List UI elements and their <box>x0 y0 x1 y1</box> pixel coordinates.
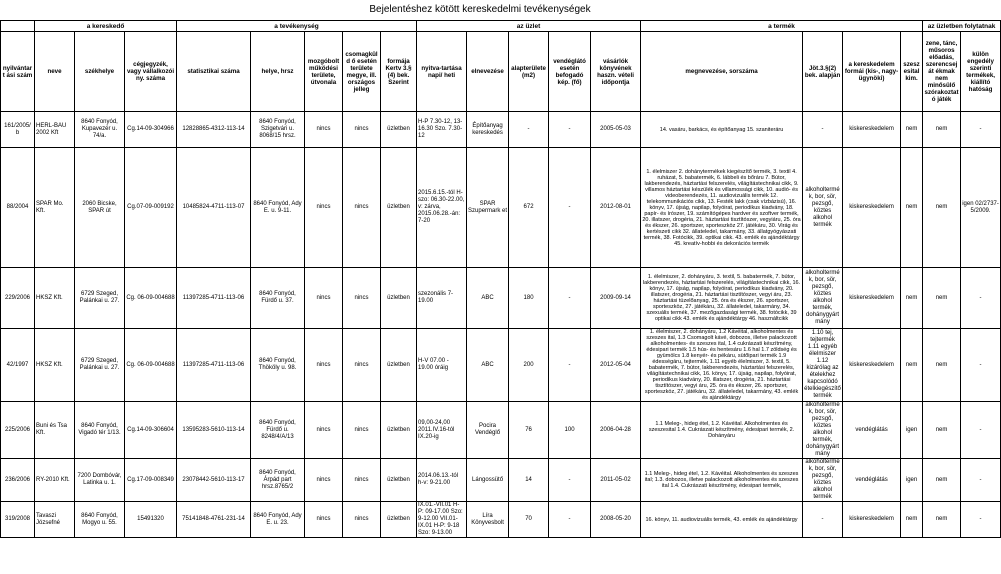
cell-mozgobolt: nincs <box>305 402 343 459</box>
cell-vasarlok: 2005-05-03 <box>591 112 641 148</box>
cell-mozgobolt: nincs <box>305 112 343 148</box>
cell-formai: vendéglátás <box>843 402 901 459</box>
cell-szeszesital: igen <box>901 402 923 459</box>
cell-elnevezese: SPAR Szupermark et <box>467 148 509 268</box>
cell-vasarlok: 2012-05-04 <box>591 329 641 402</box>
table-row <box>1 268 1001 329</box>
cell-zene: nem <box>923 268 961 329</box>
cell-nyilvantartasi: 42/1997 <box>1 329 35 402</box>
cell-helye: 8640 Fonyód, Szigetvári u. 8068/15 hrsz. <box>251 112 305 148</box>
cell-csomagkuld: nincs <box>343 459 381 502</box>
cell-cegjegyzek: Cg.14-09-304966 <box>125 112 177 148</box>
header-cegjegyzek: cégjegyzék, vagy vállalkozói ny. száma <box>125 32 177 112</box>
cell-nyitva: 2015.6.15.-tól H-szo: 06.30-22.00, v: zárva, 2015.06.28.-án: 7-20 <box>417 148 467 268</box>
cell-formaja: üzletben <box>381 402 417 459</box>
cell-vasarlok: 2006-04-28 <box>591 402 641 459</box>
cell-formai: kiskereskedelem <box>843 112 901 148</box>
cell-cegjegyzek: 15491320 <box>125 502 177 538</box>
cell-jot: 1.10 tej, tejtermék 1.11 egyéb élelmiszer 1.12 kizárólag az ételekhez kapcsolódó ételkiegészítő termék <box>803 329 843 402</box>
cell-alapterulete: 672 <box>509 148 549 268</box>
header-formai: a kereskedelem formái (kis-, nagy- ügynöki) <box>843 32 901 112</box>
cell-vendeglato: - <box>549 329 591 402</box>
cell-szeszesital: nem <box>901 502 923 538</box>
table-row <box>1 502 1001 538</box>
cell-neve: Buni és Tsa Kft. <box>35 402 75 459</box>
cell-jot: - <box>803 502 843 538</box>
cell-vasarlok: 2009-09-14 <box>591 268 641 329</box>
cell-csomagkuld: nincs <box>343 268 381 329</box>
group-kereskedo: a kereskedő <box>35 21 177 32</box>
cell-formai: kiskereskedelem <box>843 268 901 329</box>
cell-formaja: üzletben <box>381 329 417 402</box>
cell-elnevezese: ABC <box>467 329 509 402</box>
cell-statisztikai: 75141848-4761-231-14 <box>177 502 251 538</box>
cell-kulon: - <box>961 502 1001 538</box>
cell-statisztikai: 13595283-5610-113-14 <box>177 402 251 459</box>
cell-formaja: üzletben <box>381 502 417 538</box>
cell-jot: alkoholtermék, bor, sör, pezsgő, köztes alkohol termék, dohánygyárt mány <box>803 268 843 329</box>
cell-nyilvantartasi: 229/2006 <box>1 268 35 329</box>
cell-zene: nem <box>923 402 961 459</box>
table-row <box>1 459 1001 502</box>
header-statisztikai: statisztikai száma <box>177 32 251 112</box>
cell-alapterulete: 70 <box>509 502 549 538</box>
cell-kulon: - <box>961 402 1001 459</box>
cell-zene: nem <box>923 112 961 148</box>
cell-vendeglato: - <box>549 112 591 148</box>
cell-megnevezese: 1.1 Meleg-, hideg étel, 1.2. Kávéital. Alkoholmentes és szeszes ital; 1.3. dobozos, illetve palackozott alkoholmentes és szeszes ital 1.4. Cukrászati készítmény, édesipari termék, <box>641 459 803 502</box>
cell-megnevezese: 1. élelmiszer, 2. dohányáru, 3. textil, 5. babatermék, 7. bútor, lakberendezés, háztartási felszerelés, világítástechnikai cikk, 16. könyv, 17. újság, napilap, folyóirat, periodikus kiadvány, 20. illatszer, drogéria, 21. háztartási tisztítószer, vegyi áru, 23. háztartási tüzelőanyag, 25. óra és ékszer, 26. sportszer, sporteszköz, 27. játékáru, 32. állateledel, takarmány, 34. szexuális termék, 37. mezőgazdasági termék, 38. fotócikk, 39 optikai cikk 43. emlék és ajándéktárgy 46. használtcikk <box>641 268 803 329</box>
cell-formaja: üzletben <box>381 268 417 329</box>
header-jot: Jöt.3.§(2) bek. alapján <box>803 32 843 112</box>
cell-szekhelye: 7200 Dombóvár, Latinka u. 1. <box>75 459 125 502</box>
header-mozgobolt: mozgóbolt működési területe, útvonala <box>305 32 343 112</box>
cell-cegjegyzek: Cg.17-09-008349 <box>125 459 177 502</box>
cell-elnevezese: Lángossütő <box>467 459 509 502</box>
cell-vasarlok: 2012-08-01 <box>591 148 641 268</box>
cell-csomagkuld: nincs <box>343 502 381 538</box>
table-row <box>1 402 1001 459</box>
cell-alapterulete: 200 <box>509 329 549 402</box>
table-body <box>1 112 1001 538</box>
header-szeszesital: szeszesital kim. <box>901 32 923 112</box>
cell-neve: HERL-BAU 2002 Kft <box>35 112 75 148</box>
cell-formai: kiskereskedelem <box>843 148 901 268</box>
cell-statisztikai: 11397285-4711-113-06 <box>177 268 251 329</box>
cell-helye: 8640 Fonyód, Árpád part hrsz.8765/2 <box>251 459 305 502</box>
cell-elnevezese: Építőanyag kereskedés <box>467 112 509 148</box>
cell-szeszesital: nem <box>901 148 923 268</box>
cell-szekhelye: 8640 Fonyód, Kupavezér u. 74/a. <box>75 112 125 148</box>
cell-cegjegyzek: Cg.14-09-306604 <box>125 402 177 459</box>
cell-mozgobolt: nincs <box>305 268 343 329</box>
cell-szeszesital: nem <box>901 112 923 148</box>
cell-nyitva: 2014.06.13.-tól h-v: 9-21.00 <box>417 459 467 502</box>
cell-szekhelye: 6729 Szeged, Palánkai u. 27. <box>75 329 125 402</box>
header-vasarlok: vásárlók könyvének haszn. vételi időpontja <box>591 32 641 112</box>
cell-szekhelye: 8640 Fonyód, Mogyo u. 55. <box>75 502 125 538</box>
cell-helye: 8640 Fonyód, Ady E. u. 23. <box>251 502 305 538</box>
table-row <box>1 329 1001 402</box>
group-blank <box>1 21 35 32</box>
cell-formaja: üzletben <box>381 459 417 502</box>
cell-nyilvantartasi: 88/2004 <box>1 148 35 268</box>
header-nyilvantartasi: nyilvántart ási szám <box>1 32 35 112</box>
group-folytatnak: az üzletben folytatnak <box>923 21 1001 32</box>
cell-jot: alkoholtermék, bor, sör, pezsgő, köztes alkohol termék, dohánygyárt mány <box>803 402 843 459</box>
cell-alapterulete: 76 <box>509 402 549 459</box>
cell-mozgobolt: nincs <box>305 148 343 268</box>
cell-szekhelye: 2060 Bicske, SPAR út <box>75 148 125 268</box>
header-helye: helye, hrsz <box>251 32 305 112</box>
cell-zene: nem <box>923 329 961 402</box>
cell-elnevezese: Líra Könyvesbolt <box>467 502 509 538</box>
cell-statisztikai: 11397285-4711-113-06 <box>177 329 251 402</box>
cell-kulon: - <box>961 268 1001 329</box>
cell-nyitva: 09,00-24,00 2011.IV.16-tól IX.20-ig <box>417 402 467 459</box>
header-nyitva: nyitva-tartása napi/ heti <box>417 32 467 112</box>
cell-szekhelye: 6729 Szeged, Palánkai u. 27. <box>75 268 125 329</box>
cell-csomagkuld: nincs <box>343 148 381 268</box>
cell-helye: 8640 Fonyód, Fürdő u. 37. <box>251 268 305 329</box>
cell-nyilvantartasi: 161/2005/ b <box>1 112 35 148</box>
cell-kulon: - <box>961 112 1001 148</box>
cell-mozgobolt: nincs <box>305 459 343 502</box>
header-vendeglato: vendéglátó esetén befogadó kép. (fő) <box>549 32 591 112</box>
cell-csomagkuld: nincs <box>343 329 381 402</box>
cell-vasarlok: 2011-05-02 <box>591 459 641 502</box>
group-uzlet: az üzlet <box>417 21 641 32</box>
cell-megnevezese: 16. könyv, 11. audiovizuális termék, 43. emlék és ajándéktárgy <box>641 502 803 538</box>
cell-helye: 8640 Fonyód, Ady E. u. 9-11. <box>251 148 305 268</box>
cell-nyitva: H-P 7.30-12, 13-16.30 Szo. 7.30-12 <box>417 112 467 148</box>
cell-mozgobolt: nincs <box>305 502 343 538</box>
cell-vendeglato: - <box>549 148 591 268</box>
cell-jot: alkoholtermék, bor, sör, pezsgő, köztes alkohol termék <box>803 459 843 502</box>
cell-zene: nem <box>923 502 961 538</box>
cell-elnevezese: Pocira Vendéglő <box>467 402 509 459</box>
header-formaja: formája Kertv 3.§ (4) bek. Szerint <box>381 32 417 112</box>
cell-nyilvantartasi: 236/2006 <box>1 459 35 502</box>
cell-megnevezese: 1. élelmiszer, 2. dohányáru, 1.2 Kávéital, alkoholmentes és szeszes ital, 1.3 Csomagolt kávé, dobozos, illetve palackozott alkoholmentes- és szeszes ital, 1.4 cukrászati készítmény, édesipari termék 1.5 hús- és hentesáru 1.6 hal 1.7 zöldség és gyümölcs 1.8 kenyér- és pékáru, sütőipari termék 1.9 édességáru, tejtermék, 1.11 egyéb élelmiszer, 3. textil, 5. babatermék, 7. bútor, lakberendezés, háztartási felszerelés, világítástechnikai cikk, 16. könyv, 17. újság, napilap, folyóirat, periodikus kiadvány, 20. illatszer, drogéria, 21. háztartási tisztítószer, vegyi áru, 25. óra és ékszer, 26. sportszer, sporteszköz, 27. játékáru, 32. állateledel, takarmány, 43. emlék és ajándéktárgy <box>641 329 803 402</box>
cell-vendeglato: 100 <box>549 402 591 459</box>
header-neve: neve <box>35 32 75 112</box>
cell-jot: - <box>803 112 843 148</box>
cell-alapterulete: 180 <box>509 268 549 329</box>
cell-kulon: - <box>961 329 1001 402</box>
cell-szeszesital: nem <box>901 329 923 402</box>
cell-neve: HKSZ Kft. <box>35 268 75 329</box>
cell-alapterulete: - <box>509 112 549 148</box>
header-alapterulete: alapterülete (m2) <box>509 32 549 112</box>
cell-szekhelye: 8640 Fonyód, Vigadó tér 1/13. <box>75 402 125 459</box>
table-row <box>1 112 1001 148</box>
cell-kulon: igen 02/2737-5/2009. <box>961 148 1001 268</box>
cell-formai: kiskereskedelem <box>843 329 901 402</box>
cell-nyilvantartasi: 225/2006 <box>1 402 35 459</box>
cell-neve: SPAR Mo. Kft. <box>35 148 75 268</box>
cell-szeszesital: igen <box>901 459 923 502</box>
cell-cegjegyzek: Cg. 06-09-004688 <box>125 268 177 329</box>
cell-statisztikai: 12828865-4312-113-14 <box>177 112 251 148</box>
page-title: Bejelentéshez kötött kereskedelmi tevékenységek <box>369 4 591 15</box>
cell-formaja: üzletben <box>381 148 417 268</box>
header-elnevezese: elnevezése <box>467 32 509 112</box>
cell-neve: Tavaszi Józsefné <box>35 502 75 538</box>
cell-csomagkuld: nincs <box>343 112 381 148</box>
cell-nyitva: H-V 07.00 - 19.00 óráig <box>417 329 467 402</box>
registry-table <box>0 20 1001 538</box>
cell-megnevezese: 1. élelmiszer 2. dohánytermékek kiegészítő termék, 3. textil 4. ruházat, 5. babatermék, 6. lábbeli és bőráru 7. Bútor, lakberendezés, háztartási felszerelés, világítástechnikai cikk, 9. villamos háztartási készülék és villamossági cikk, 10. audió- és videoberendezés, 11. audiovizuális termék 12. telekommunikációs cikk, 13. Festék lakk (csak vízbázisú), 16. könyv, 17. újság, napilap, folyóirat, periodikus kiadvány, 18. papír- és írószer, 19. számítógépes hardver és szoftver termék, 20. illatszer, drogéria, 21. háztartási tisztítószer, vegyiáru, 25. óra és ékszer, 26. sportszer, sporteszköz 27. játékáru, 30. Virág és kertészeti cikk 32. állateledel, takarmány, 33. állatgyógyászati termék, 38. Fotócikk, 39. optikai cikk. 43. emlék és ajándéktárgy 45. kreatív-hobbi és dekorációs termék <box>641 148 803 268</box>
cell-vasarlok: 2008-05-20 <box>591 502 641 538</box>
cell-megnevezese: 1.1 Meleg-, hideg étel, 1.2. Kávéital. Alkoholmentes és szeszesital 1.4. Cukrászati készítmény, édesipari termék, 2. Dohányáru <box>641 402 803 459</box>
cell-formai: kiskereskedelem <box>843 502 901 538</box>
cell-vendeglato: - <box>549 459 591 502</box>
cell-helye: 8640 Fonyód, Fürdő u. 8248/4/A/13 <box>251 402 305 459</box>
cell-zene: nem <box>923 148 961 268</box>
header-kulon: külön engedély szerinti termékek, kiállító hatóság <box>961 32 1001 112</box>
header-zene: zene, tánc, műsoros előadás, szerencseját ékmak nem minősülő szórakoztat ó játék <box>923 32 961 112</box>
cell-helye: 8640 Fonyód, Thököly u. 98. <box>251 329 305 402</box>
header-csomagkuld: csomagküld ő esetén területe megye, ill. országos jelleg <box>343 32 381 112</box>
cell-mozgobolt: nincs <box>305 329 343 402</box>
header-szekhelye: székhelye <box>75 32 125 112</box>
cell-cegjegyzek: Cg.07-09-009192 <box>125 148 177 268</box>
cell-vendeglato: - <box>549 502 591 538</box>
cell-kulon: - <box>961 459 1001 502</box>
cell-vendeglato: - <box>549 268 591 329</box>
cell-formaja: üzletben <box>381 112 417 148</box>
table-row <box>1 148 1001 268</box>
header-megnevezese: megnevezése, sorszáma <box>641 32 803 112</box>
cell-zene: nem <box>923 459 961 502</box>
cell-nyilvantartasi: 319/2008 <box>1 502 35 538</box>
cell-neve: HKSZ Kft. <box>35 329 75 402</box>
cell-neve: RY-2010 Kft. <box>35 459 75 502</box>
cell-statisztikai: 23078442-5610-113-17 <box>177 459 251 502</box>
cell-jot: alkoholtermék, bor, sör, pezsgő, köztes alkohol termék <box>803 148 843 268</box>
cell-nyitva: szezonális 7-19.00 <box>417 268 467 329</box>
cell-szeszesital: nem <box>901 268 923 329</box>
cell-csomagkuld: nincs <box>343 402 381 459</box>
cell-nyitva: IX.01.-VII.01 H-P: 09-17.00 Szo: 9-12.00 VII.01-IX.01 H-P: 9-18 Szo: 9-13.00 <box>417 502 467 538</box>
group-tevekenyseg: a tevékenység <box>177 21 417 32</box>
cell-cegjegyzek: Cg. 06-09-004688 <box>125 329 177 402</box>
cell-statisztikai: 10485824-4711-113-07 <box>177 148 251 268</box>
cell-alapterulete: 14 <box>509 459 549 502</box>
cell-formai: vendéglátás <box>843 459 901 502</box>
cell-megnevezese: 14. vasáru, barkács, és építőanyag 15. szaniteráru <box>641 112 803 148</box>
cell-elnevezese: ABC <box>467 268 509 329</box>
group-termek: a termék <box>641 21 923 32</box>
